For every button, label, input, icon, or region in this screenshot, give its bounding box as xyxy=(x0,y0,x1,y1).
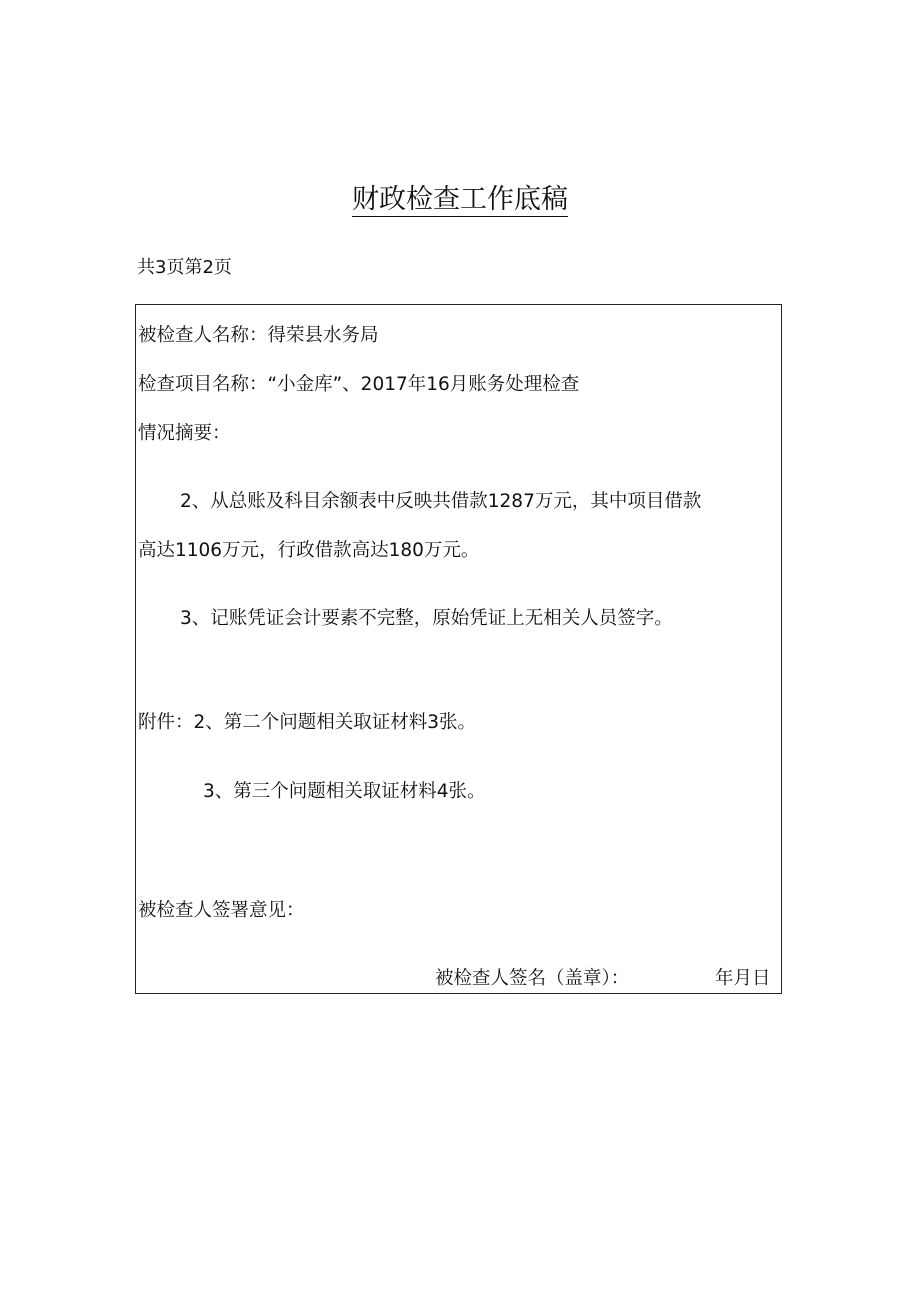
page-info: 共3页第2页 xyxy=(137,257,232,278)
content-box xyxy=(135,304,782,994)
finding-3-line: 3、记账凭证会计要素不完整，原始凭证上无相关人员签字。 xyxy=(180,608,673,629)
finding-2-line-2: 高达1106万元，行政借款高达180万元。 xyxy=(138,540,480,561)
summary-label: 情况摘要： xyxy=(138,423,231,444)
document-title-text: 财政检查工作底稿 xyxy=(352,184,568,215)
document-title xyxy=(0,180,920,220)
inspected-entity-line: 被检查人名称：得荣县水务局 xyxy=(138,325,379,346)
attachment-line-1: 附件：2、第二个问题相关取证材料3张。 xyxy=(138,712,477,733)
finding-2-line-1: 2、从总账及科目余额表中反映共借款1287万元，其中项目借款 xyxy=(180,491,702,512)
signature-label: 被检查人签名（盖章）： xyxy=(435,968,630,989)
attachment-line-2: 3、第三个问题相关取证材料4张。 xyxy=(203,781,486,802)
date-label: 年月日 xyxy=(715,968,771,989)
opinion-label: 被检查人签署意见： xyxy=(138,900,305,921)
project-name-line: 检查项目名称：“小金库”、2017年16月账务处理检查 xyxy=(138,374,580,395)
